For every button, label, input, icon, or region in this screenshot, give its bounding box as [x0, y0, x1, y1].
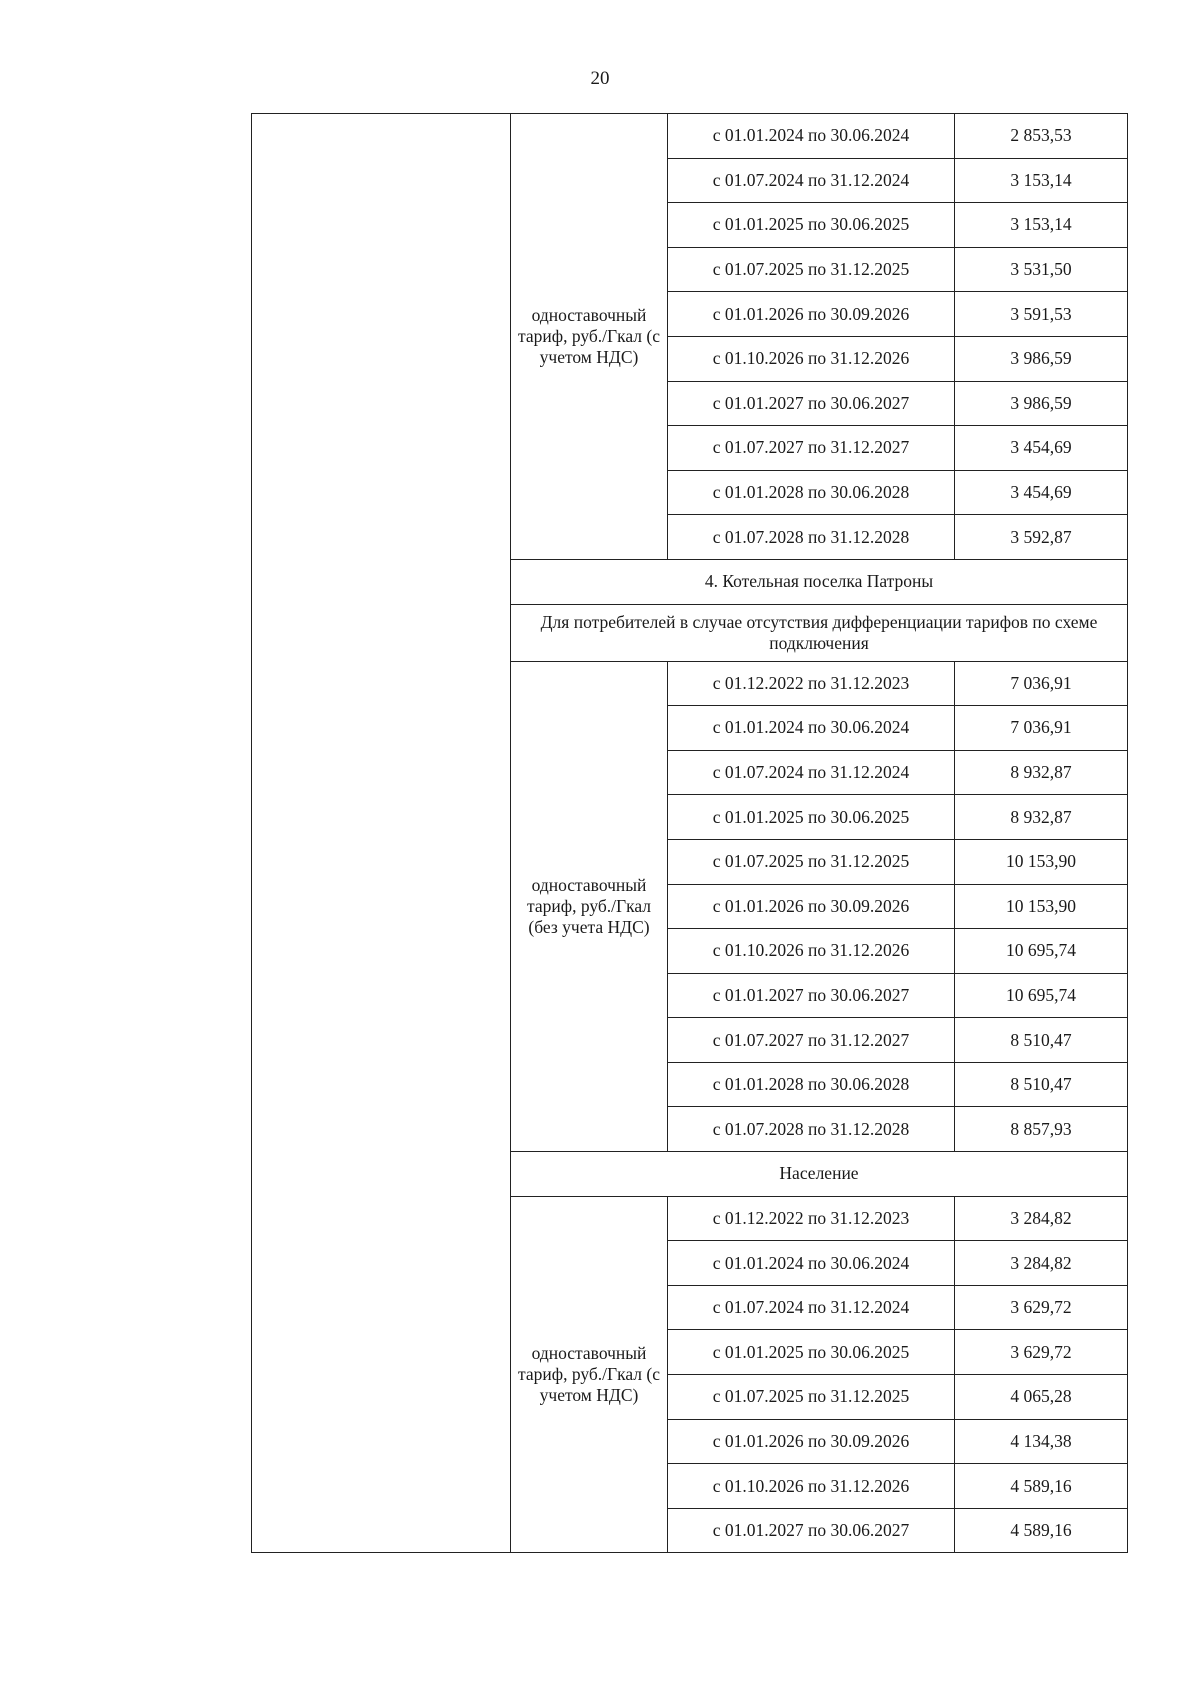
period-cell: с 01.12.2022 по 31.12.2023 [668, 661, 955, 706]
period-cell: с 01.10.2026 по 31.12.2026 [668, 336, 955, 381]
value-cell: 7 036,91 [955, 661, 1128, 706]
value-cell: 3 153,14 [955, 158, 1128, 203]
period-cell: с 01.07.2024 по 31.12.2024 [668, 158, 955, 203]
period-cell: с 01.12.2022 по 31.12.2023 [668, 1196, 955, 1241]
tariff-name-cell: одноставочный тариф, руб./Гкал (с учетом НДС) [511, 1196, 668, 1553]
period-cell: с 01.07.2025 по 31.12.2025 [668, 247, 955, 292]
table-row [252, 114, 1128, 159]
period-cell: с 01.01.2024 по 30.06.2024 [668, 1241, 955, 1286]
period-cell: с 01.07.2028 по 31.12.2028 [668, 515, 955, 560]
period-cell: с 01.01.2026 по 30.09.2026 [668, 884, 955, 929]
value-cell: 10 153,90 [955, 839, 1128, 884]
organization-cell [252, 114, 511, 1553]
page-number: 20 [590, 68, 610, 89]
value-cell: 3 629,72 [955, 1285, 1128, 1330]
period-cell: с 01.07.2027 по 31.12.2027 [668, 1018, 955, 1063]
value-cell: 3 986,59 [955, 381, 1128, 426]
period-cell: с 01.01.2025 по 30.06.2025 [668, 1330, 955, 1375]
tariff-name-cell: одноставочный тариф, руб./Гкал (без учета НДС) [511, 661, 668, 1152]
population-title: Население [511, 1152, 1128, 1197]
consumer-note: Для потребителей в случае отсутствия дифференциации тарифов по схеме подключения [511, 604, 1128, 661]
value-cell: 3 454,69 [955, 426, 1128, 471]
value-cell: 8 932,87 [955, 795, 1128, 840]
value-cell: 10 695,74 [955, 929, 1128, 974]
value-cell: 3 284,82 [955, 1196, 1128, 1241]
period-cell: с 01.01.2025 по 30.06.2025 [668, 203, 955, 248]
value-cell: 3 986,59 [955, 336, 1128, 381]
period-cell: с 01.01.2025 по 30.06.2025 [668, 795, 955, 840]
tariff-table-body [252, 114, 1128, 1553]
period-cell: с 01.01.2024 по 30.06.2024 [668, 706, 955, 751]
value-cell: 3 531,50 [955, 247, 1128, 292]
period-cell: с 01.01.2027 по 30.06.2027 [668, 381, 955, 426]
value-cell: 3 629,72 [955, 1330, 1128, 1375]
value-cell: 8 510,47 [955, 1062, 1128, 1107]
value-cell: 3 284,82 [955, 1241, 1128, 1286]
value-cell: 3 592,87 [955, 515, 1128, 560]
period-cell: с 01.10.2026 по 31.12.2026 [668, 1464, 955, 1509]
tariff-name-cell: одноставочный тариф, руб./Гкал (с учетом НДС) [511, 114, 668, 560]
value-cell: 4 065,28 [955, 1375, 1128, 1420]
value-cell: 10 695,74 [955, 973, 1128, 1018]
period-cell: с 01.07.2024 по 31.12.2024 [668, 750, 955, 795]
value-cell: 7 036,91 [955, 706, 1128, 751]
period-cell: с 01.07.2025 по 31.12.2025 [668, 1375, 955, 1420]
period-cell: с 01.01.2028 по 30.06.2028 [668, 470, 955, 515]
value-cell: 10 153,90 [955, 884, 1128, 929]
value-cell: 4 134,38 [955, 1419, 1128, 1464]
period-cell: с 01.01.2024 по 30.06.2024 [668, 114, 955, 159]
period-cell: с 01.10.2026 по 31.12.2026 [668, 929, 955, 974]
period-cell: с 01.07.2027 по 31.12.2027 [668, 426, 955, 471]
value-cell: 4 589,16 [955, 1464, 1128, 1509]
period-cell: с 01.01.2027 по 30.06.2027 [668, 973, 955, 1018]
value-cell: 8 932,87 [955, 750, 1128, 795]
value-cell: 3 591,53 [955, 292, 1128, 337]
period-cell: с 01.01.2027 по 30.06.2027 [668, 1508, 955, 1553]
section-title: 4. Котельная поселка Патроны [511, 559, 1128, 604]
period-cell: с 01.07.2025 по 31.12.2025 [668, 839, 955, 884]
value-cell: 2 853,53 [955, 114, 1128, 159]
period-cell: с 01.01.2026 по 30.09.2026 [668, 292, 955, 337]
value-cell: 4 589,16 [955, 1508, 1128, 1553]
tariff-table [251, 113, 1128, 1553]
period-cell: с 01.07.2028 по 31.12.2028 [668, 1107, 955, 1152]
period-cell: с 01.01.2028 по 30.06.2028 [668, 1062, 955, 1107]
value-cell: 3 153,14 [955, 203, 1128, 248]
value-cell: 8 857,93 [955, 1107, 1128, 1152]
value-cell: 3 454,69 [955, 470, 1128, 515]
period-cell: с 01.07.2024 по 31.12.2024 [668, 1285, 955, 1330]
value-cell: 8 510,47 [955, 1018, 1128, 1063]
period-cell: с 01.01.2026 по 30.09.2026 [668, 1419, 955, 1464]
